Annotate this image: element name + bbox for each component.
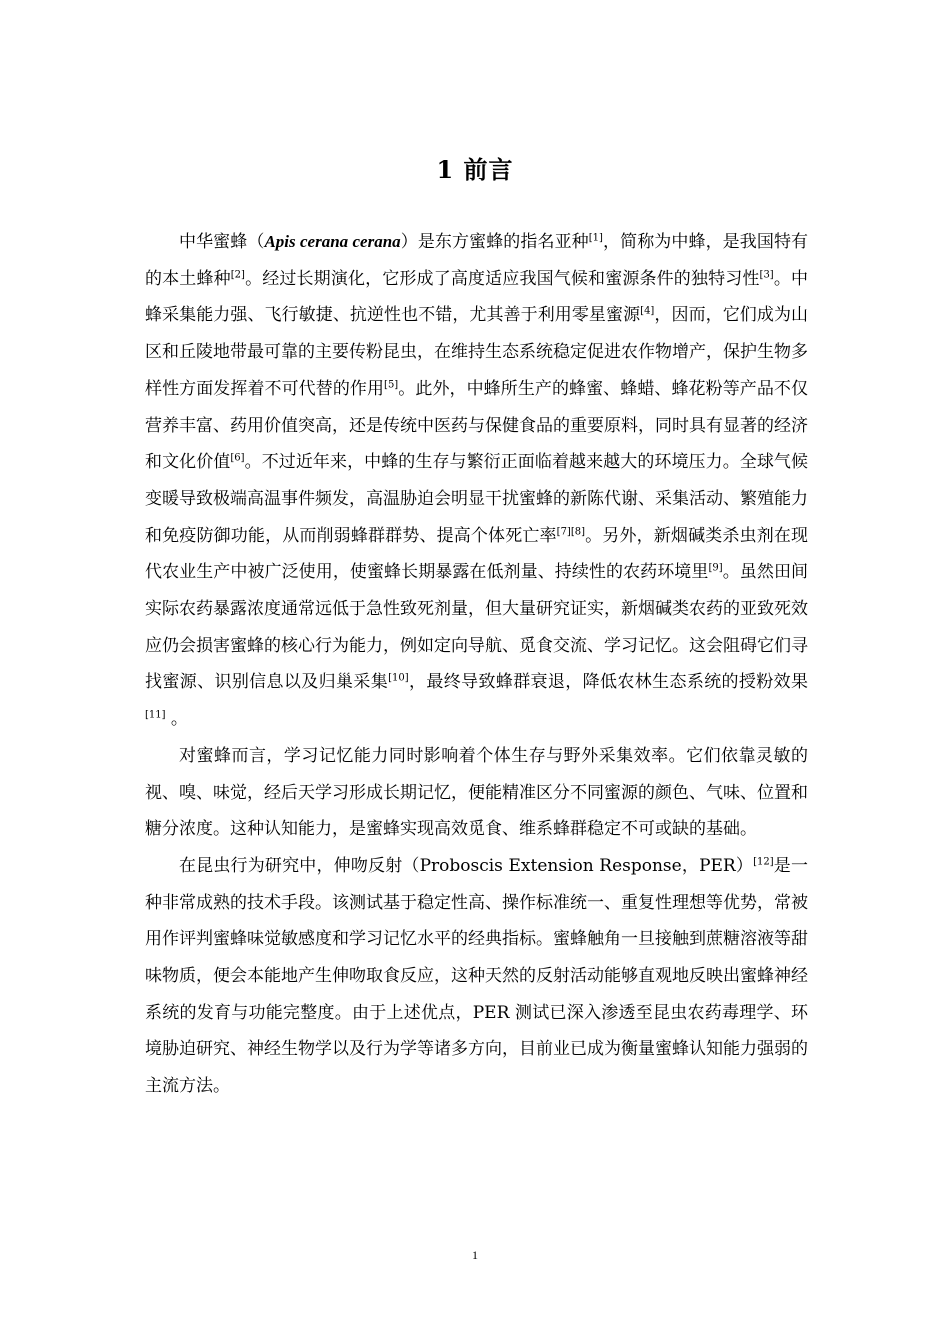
paragraph-text: 。 <box>165 709 188 730</box>
paragraph <box>145 848 808 1105</box>
body-text <box>145 224 808 1105</box>
paragraph-text: ，最终导致蜂群衰退，降低农林生态系统的授粉效果 <box>408 672 809 693</box>
paragraph-text: 。不过近年来，中蜂的生存与繁衍正面临着越来越大的环境压力。全球气候变暖导致极端高温事件频发，高温胁迫会明显干扰蜜蜂的新陈代谢、采集活动、繁殖能力和免疫防御功能，从而削弱蜂群群势、提高个体死亡率 <box>145 452 809 546</box>
species-name: Apis cerana cerana <box>264 232 401 251</box>
paragraph-text: ，因而，它们成为山区和丘陵地带最可靠的主要传粉昆虫，在维持生态系统稳定促进农作物增产，保护生物多样性方面发挥着不可代替的作用 <box>145 305 809 399</box>
paragraph-text: 中华蜜蜂（ <box>179 232 265 252</box>
paragraph-text: 是一种非常成熟的技术手段。该测试基于稳定性高、操作标准统一、重复性理想等优势，常被用作评判蜜蜂味觉敏感度和学习记忆水平的经典指标。蜜蜂触角一旦接触到蔗糖溶液等甜味物质，便会本能地产生伸吻取食反应，这种天然的反射活动能够直观地反映出蜜蜂神经系统的发育与功能完整度。由于上述优点，PER 测试已深入渗透至昆虫农药毒理学、环境胁迫研究、神经生物学以及行为学等诸多方向，目前业已成为衡量蜜蜂认知能力强弱的主流方法。 <box>145 855 808 1097</box>
paragraph-text: ，简称为中蜂，是我国特有的本土蜂种 <box>145 232 809 289</box>
citation-marker: [4] <box>640 305 655 317</box>
page-number: 1 <box>472 1248 478 1262</box>
section-heading: 1 前言 <box>436 155 514 184</box>
paragraph-text: 对蜜蜂而言，学习记忆能力同时影响着个体生存与野外采集效率。它们依靠灵敏的视、嗅、味觉，经后天学习形成长期记忆，便能精准区分不同蜜源的颜色、气味、位置和糖分浓度。这种认知能力，是蜜蜂实现高效觅食、维系蜂群稳定不可或缺的基础。 <box>145 745 808 840</box>
citation-marker: [11] <box>145 709 166 721</box>
paragraph-text: 。中蜂采集能力强、飞行敏捷、抗逆性也不错，尤其善于利用零星蜜源 <box>145 268 809 326</box>
citation-marker: [12] <box>753 856 774 868</box>
paragraph-text: 。另外，新烟碱类杀虫剂在现代农业生产中被广泛使用，使蜜蜂长期暴露在低剂量、持续性的农药环境里 <box>145 525 809 583</box>
citation-marker: [7][8] <box>556 525 586 537</box>
citation-marker: [10] <box>388 672 409 684</box>
paragraph-text: 。经过长期演化，它形成了高度适应我国气候和蜜源条件的独特习性 <box>244 268 760 289</box>
paragraph-text: 。此外，中蜂所生产的蜂蜜、蜂蜡、蜂花粉等产品不仅营养丰富、药用价值突高，还是传统中医药与保健食品的重要原料，同时具有显著的经济和文化价值 <box>145 378 809 473</box>
paragraph-text: 在昆虫行为研究中，伸吻反射（Proboscis Extension Response，PER） <box>179 855 754 876</box>
paragraph <box>145 224 808 738</box>
citation-marker: [6] <box>230 452 245 464</box>
citation-marker: [3] <box>759 269 774 281</box>
citation-marker: [2] <box>230 269 245 281</box>
paragraph-text: 。虽然田间实际农药暴露浓度通常远低于急性致死剂量，但大量研究证实，新烟碱类农药的亚致死效应仍会损害蜜蜂的核心行为能力，例如定向导航、觅食交流、学习记忆。这会阻碍它们寻找蜜源、识别信息以及归巢采集 <box>145 562 809 693</box>
citation-marker: [5] <box>384 379 399 391</box>
citation-marker: [1] <box>588 232 603 244</box>
citation-marker: [9] <box>708 562 723 574</box>
paragraph <box>145 738 808 848</box>
paragraph-text: ）是东方蜜蜂的指名亚种 <box>400 232 589 252</box>
